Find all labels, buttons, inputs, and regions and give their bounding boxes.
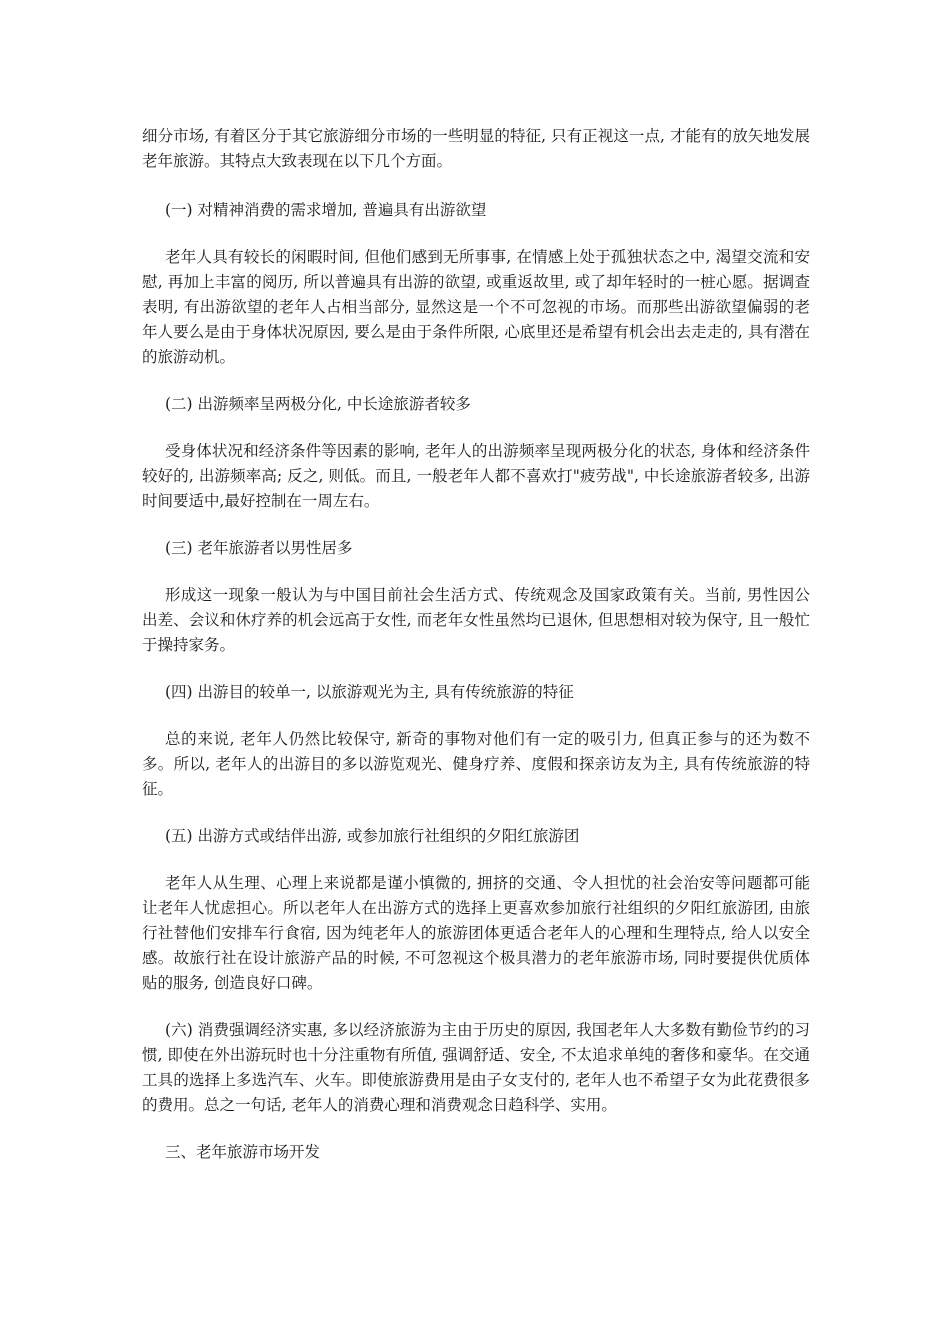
section-heading-3: (三) 老年旅游者以男性居多 xyxy=(165,539,353,557)
section-body-4: 总的来说, 老年人仍然比较保守, 新奇的事物对他们有一定的吸引力, 但真正参与的还为数不多。所以, 老年人的出游目的多以游览观光、健身疗养、度假和探亲访友为主, 具有传统旅游的特征。 xyxy=(142,730,810,798)
section-body-5: 老年人从生理、心理上来说都是谨小慎微的, 拥挤的交通、令人担忧的社会治安等问题都可能让老年人忧虑担心。所以老年人在出游方式的选择上更喜欢参加旅行社组织的夕阳红旅游团, 由旅行社替他们安排车行食宿, 因为纯老年人的旅游团体更适合老年人的心理和生理特点, 给人以安全感。故旅行社在设计旅游产品的时候, 不可忽视这个极具潜力的老年旅游市场, 同时要提供优质体贴的服务, 创造良好口碑。 xyxy=(142,874,810,992)
section-heading-4: (四) 出游目的较单一, 以旅游观光为主, 具有传统旅游的特征 xyxy=(165,683,574,701)
section-body-1: 老年人具有较长的闲暇时间, 但他们感到无所事事, 在情感上处于孤独状态之中, 渴望交流和安慰, 再加上丰富的阅历, 所以普遍具有出游的欲望, 或重返故里, 或了却年轻时的一桩心愿。据调查表明, 有出游欲望的老年人占相当部分, 显然这是一个不可忽视的市场。而那些出游欲望偏弱的老年人要么是由于身体状况原因, 要么是由于条件所限, 心底里还是希望有机会出去走走的, 具有潜在的旅游动机。 xyxy=(142,248,810,366)
section-body-6: (六) 消费强调经济实惠, 多以经济旅游为主由于历史的原因, 我国老年人大多数有勤俭节约的习惯, 即使在外出游玩时也十分注重物有所值, 强调舒适、安全, 不太追求单纯的奢侈和豪华。在交通工具的选择上多选汽车、火车。即使旅游费用是由子女支付的, 老年人也不希望子女为此花费很多的费用。总之一句话, 老年人的消费心理和消费观念日趋科学、实用。 xyxy=(142,1021,810,1114)
intro-paragraph: 细分市场, 有着区分于其它旅游细分市场的一些明显的特征, 只有正视这一点, 才能有的放矢地发展老年旅游。其特点大致表现在以下几个方面。 xyxy=(142,127,810,170)
section-heading-1: (一) 对精神消费的需求增加, 普遍具有出游欲望 xyxy=(165,201,487,219)
section-body-2: 受身体状况和经济条件等因素的影响, 老年人的出游频率呈现两极分化的状态, 身体和经济条件较好的, 出游频率高; 反之, 则低。而且, 一般老年人都不喜欢打"疲劳战", 中长途旅游者较多, 出游时间要适中,最好控制在一周左右。 xyxy=(142,442,810,510)
section-heading-2: (二) 出游频率呈两极分化, 中长途旅游者较多 xyxy=(165,395,471,413)
chapter-heading-3: 三、老年旅游市场开发 xyxy=(165,1143,321,1161)
document-page xyxy=(142,124,810,1187)
section-body-3: 形成这一现象一般认为与中国目前社会生活方式、传统观念及国家政策有关。当前, 男性因公出差、会议和休疗养的机会远高于女性, 而老年女性虽然均已退休, 但思想相对较为保守, 且一般忙于操持家务。 xyxy=(142,586,810,654)
section-heading-5: (五) 出游方式或结伴出游, 或参加旅行社组织的夕阳红旅游团 xyxy=(165,827,580,845)
